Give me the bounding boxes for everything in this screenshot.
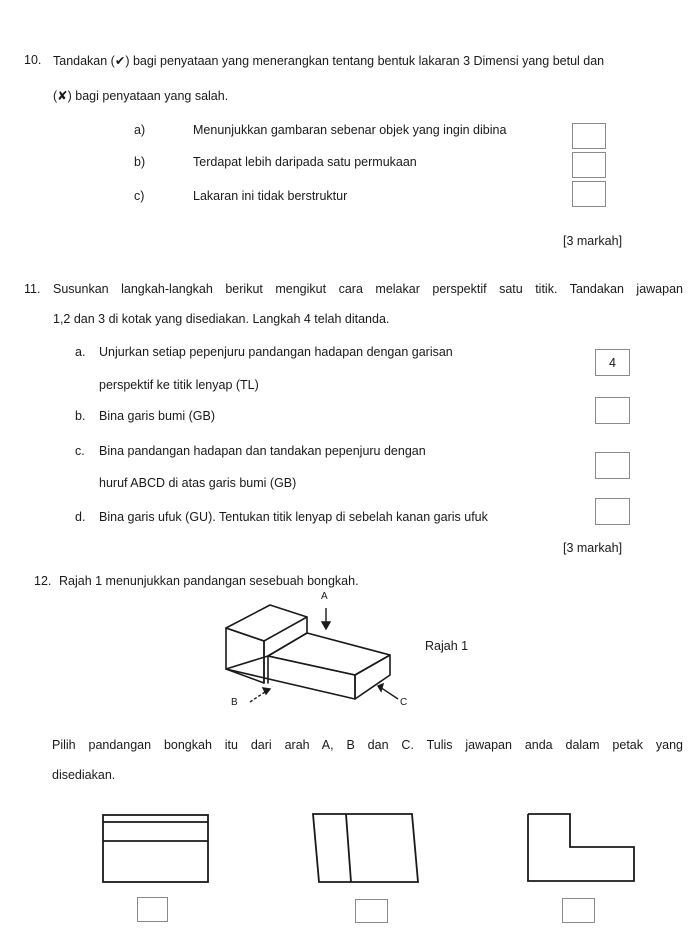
q11-intro-line1: Susunkan langkah-langkah berikut mengikut cara melakar perspektif satu titik. Tandakan jawapan: [53, 282, 683, 296]
q10-intro-line2: (✘) bagi penyataan yang salah.: [53, 89, 229, 103]
figure-caption: Rajah 1: [425, 639, 469, 653]
q11-step-letter: d.: [75, 510, 86, 524]
block-left-face: [226, 628, 264, 683]
q11-step-text: Bina garis bumi (GB): [99, 409, 216, 423]
q11-answer-box-a[interactable]: 4: [595, 349, 630, 376]
q10-item-text: Terdapat lebih daripada satu permukaan: [193, 155, 417, 169]
q11-answer-box-b[interactable]: [595, 397, 630, 424]
q10-answer-box-a[interactable]: [572, 123, 606, 149]
q11-step-letter: a.: [75, 345, 86, 359]
q12-instruction-line2: disediakan.: [52, 768, 116, 782]
q12-instruction-line1: Pilih pandangan bongkah itu dari arah A, B dan C. Tulis jawapan anda dalam petak yang: [52, 738, 683, 752]
q10-item-letter: a): [134, 123, 146, 137]
q10-item-letter: b): [134, 155, 146, 169]
label-a: A: [321, 591, 328, 602]
q10-answer-box-c[interactable]: [572, 181, 606, 207]
q10-intro-line1: Tandakan (✔) bagi penyataan yang menerangkan tentang bentuk lakaran 3 Dimensi yang betul dan: [53, 54, 605, 68]
q10-marks: [3 markah]: [563, 234, 623, 248]
q11-step-letter: b.: [75, 409, 86, 423]
label-b: B: [231, 697, 238, 708]
block-step-face: [268, 633, 390, 675]
q10-item-text: Menunjukkan gambaran sebenar objek yang ingin dibina: [193, 123, 507, 137]
block-front-face: [226, 656, 355, 699]
q11-number: 11.: [24, 282, 41, 296]
q10-number: 10.: [24, 53, 42, 67]
q11-intro-line2: 1,2 dan 3 di kotak yang disediakan. Langkah 4 telah ditanda.: [53, 312, 390, 326]
q11-step-text: perspektif ke titik lenyap (TL): [99, 378, 259, 392]
view-answer-box-1[interactable]: [137, 897, 168, 922]
arrow-b: [250, 690, 268, 702]
q12-number: 12.: [34, 574, 52, 588]
q10-item-letter: c): [134, 189, 145, 203]
q11-answer-box-c[interactable]: [595, 452, 630, 479]
view-answer-box-3[interactable]: [562, 898, 595, 923]
arrow-c: [380, 687, 398, 699]
q11-marks: [3 markah]: [563, 541, 623, 555]
view-answer-box-2[interactable]: [355, 899, 388, 923]
q11-step-letter: c.: [75, 444, 85, 458]
q10-item-text: Lakaran ini tidak berstruktur: [193, 189, 348, 203]
q10-answer-box-b[interactable]: [572, 152, 606, 178]
q11-step-text: Bina pandangan hadapan dan tandakan pepenjuru dengan: [99, 444, 426, 458]
q11-step-text: Bina garis ufuk (GU). Tentukan titik lenyap di sebelah kanan garis ufuk: [99, 510, 488, 524]
label-c: C: [400, 697, 408, 708]
block-top-face: [226, 605, 307, 641]
q12-intro: Rajah 1 menunjukkan pandangan sesebuah bongkah.: [59, 574, 359, 588]
block-end-face: [355, 655, 390, 699]
q11-answer-box-d[interactable]: [595, 498, 630, 525]
q11-step-text: huruf ABCD di atas garis bumi (GB): [99, 476, 297, 490]
q11-step-text: Unjurkan setiap pepenjuru pandangan hadapan dengan garisan: [99, 345, 453, 359]
